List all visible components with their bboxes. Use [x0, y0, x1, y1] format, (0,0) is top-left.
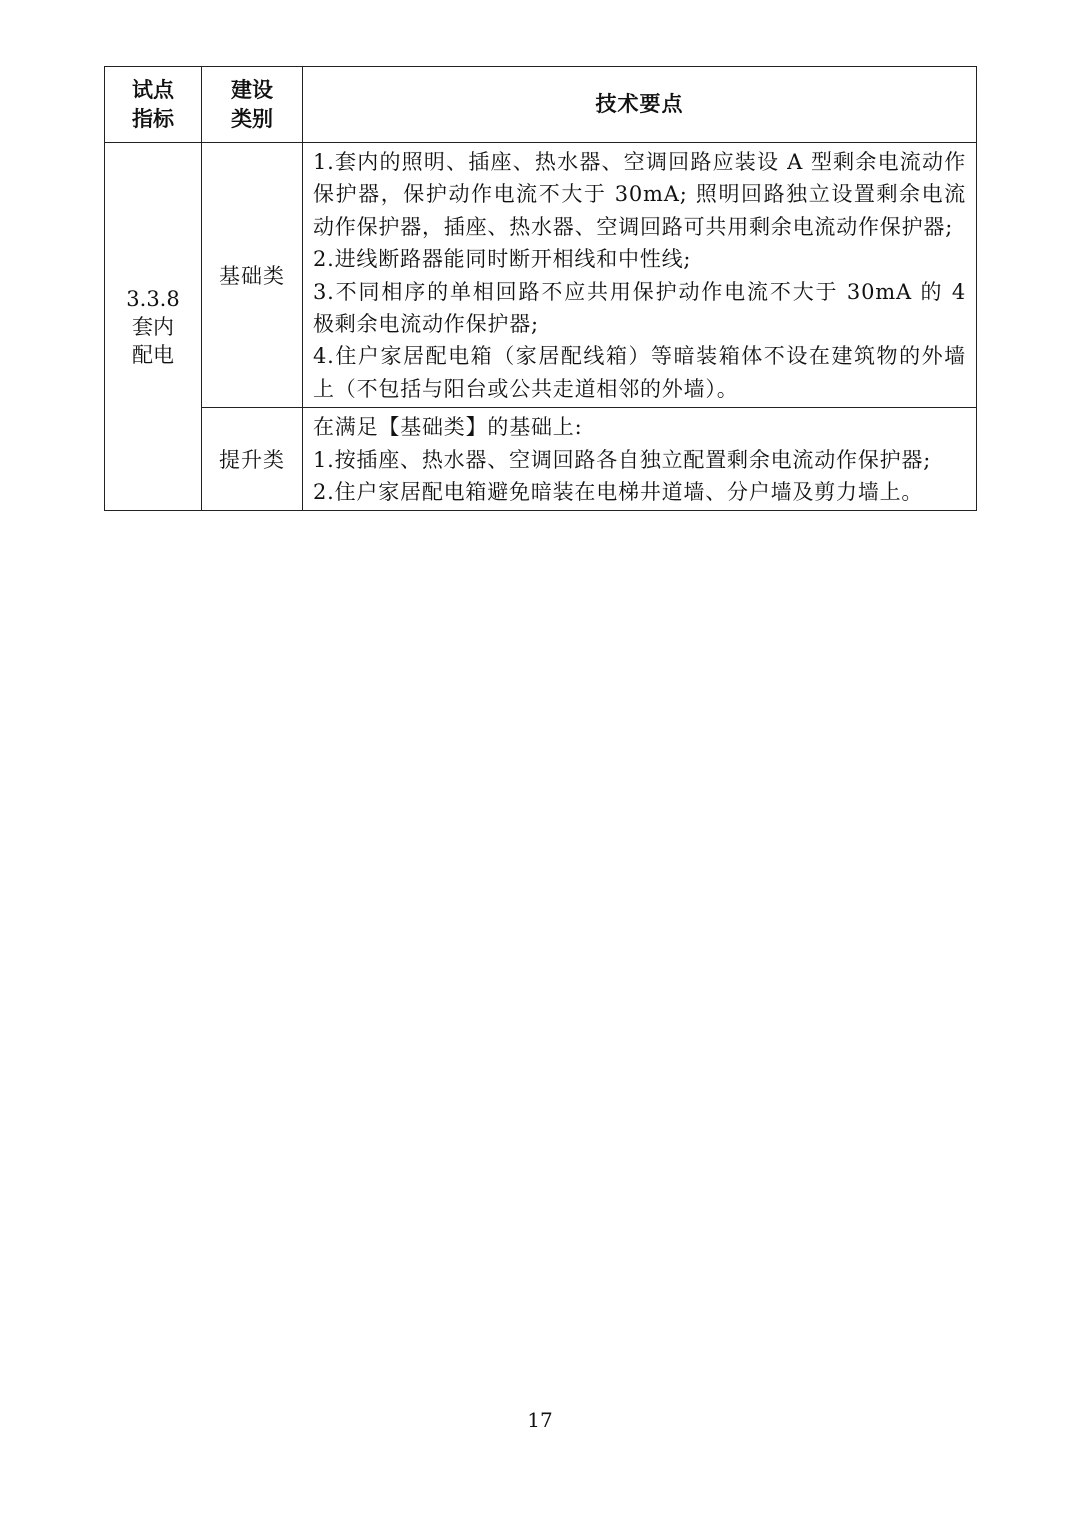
point-item: 4.住户家居配电箱（家居配线箱）等暗装箱体不设在建筑物的外墙上（不包括与阳台或公共走道相邻的外墙）。 — [313, 344, 966, 401]
indicator-code: 3.3.8 — [126, 286, 180, 311]
header-category-line-1: 建设 — [231, 77, 273, 102]
table-header-row — [105, 67, 977, 143]
header-indicator-line-2: 指标 — [132, 106, 174, 131]
indicator-name-line-1: 套内 — [132, 314, 174, 339]
table-row-upgrade — [105, 408, 977, 511]
page-number: 17 — [527, 1408, 553, 1432]
header-points: 技术要点 — [303, 67, 977, 143]
header-indicator-line-1: 试点 — [132, 77, 174, 102]
header-category-line-2: 类别 — [231, 106, 273, 131]
point-item: 1.按插座、热水器、空调回路各自独立配置剩余电流动作保护器; — [313, 447, 932, 472]
indicator-cell — [105, 143, 202, 511]
table-row-basic — [105, 143, 977, 408]
point-item: 1.套内的照明、插座、热水器、空调回路应装设 A 型剩余电流动作保护器，保护动作电流不大于 30mA; 照明回路独立设置剩余电流动作保护器，插座、热水器、空调回路可共用剩余电流动作保护器; — [313, 150, 966, 239]
category-basic: 基础类 — [202, 143, 303, 408]
point-item: 2.住户家居配电箱避免暗装在电梯井道墙、分户墙及剪力墙上。 — [313, 480, 924, 505]
points-upgrade — [303, 408, 977, 511]
header-indicator — [105, 67, 202, 143]
indicator-name-line-2: 配电 — [132, 342, 174, 367]
points-basic — [303, 143, 977, 408]
point-item: 2.进线断路器能同时断开相线和中性线; — [313, 247, 692, 272]
category-upgrade: 提升类 — [202, 408, 303, 511]
technical-requirements-table — [104, 66, 977, 511]
point-item: 3.不同相序的单相回路不应共用保护动作电流不大于 30mA 的 4 极剩余电流动作保护器; — [313, 279, 966, 337]
header-category — [202, 67, 303, 143]
point-item: 在满足【基础类】的基础上: — [313, 415, 583, 440]
